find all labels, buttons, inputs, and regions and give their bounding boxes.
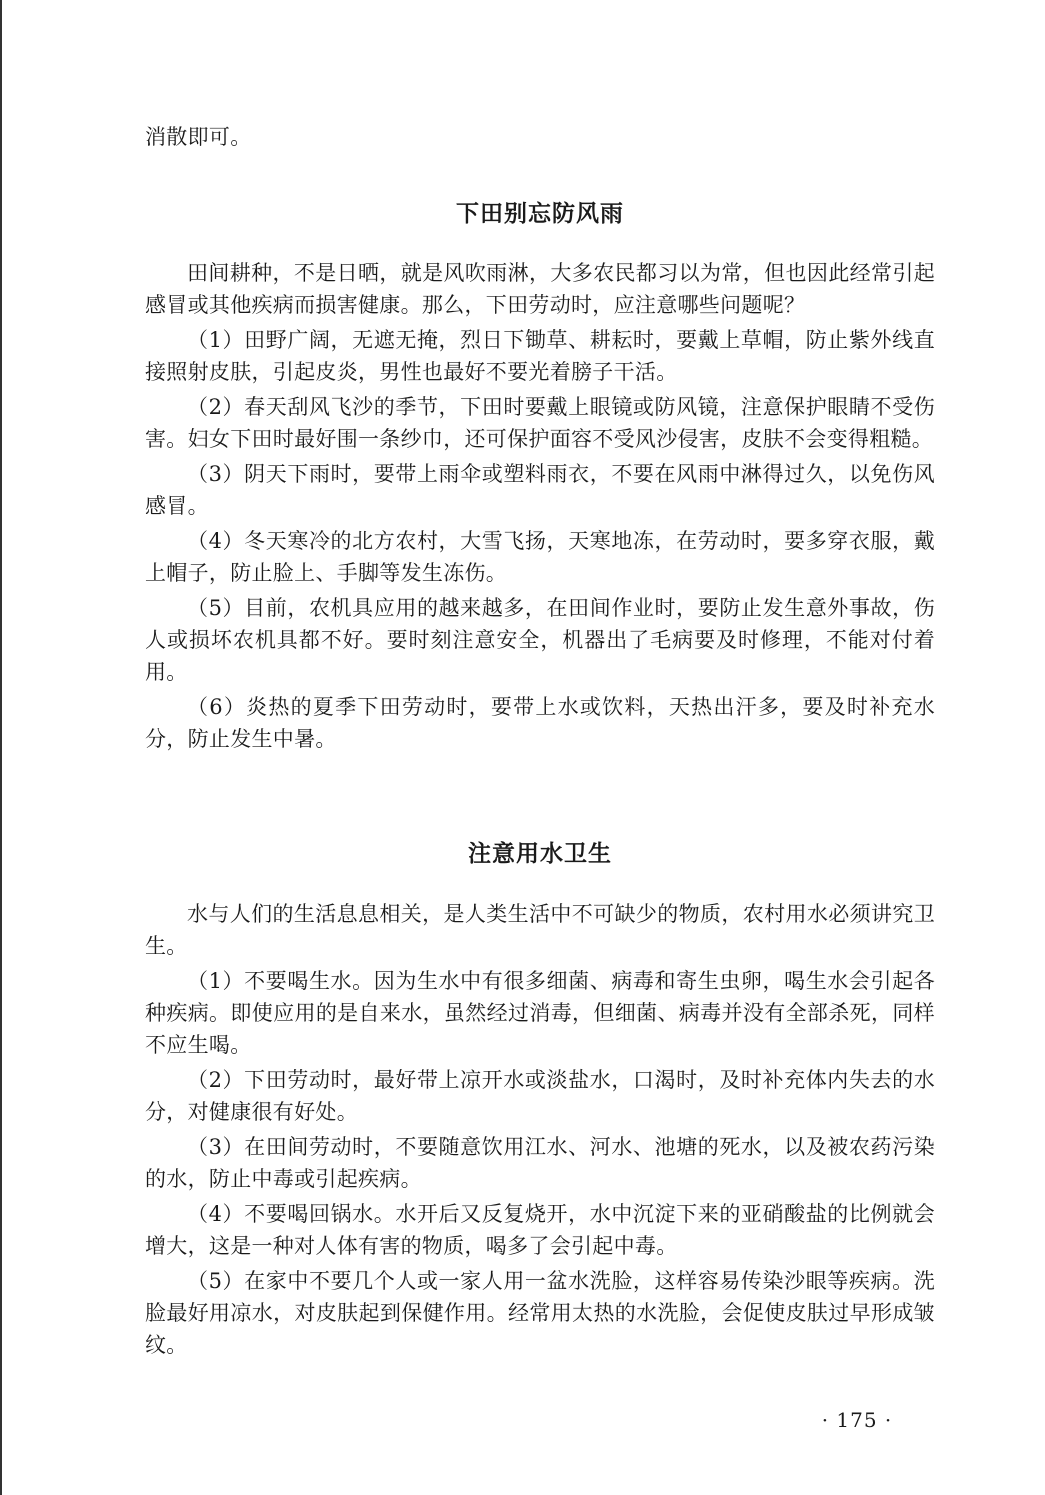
- paragraph: （2）下田劳动时，最好带上凉开水或淡盐水，口渴时，及时补充体内失去的水分，对健康很有好处。: [145, 1068, 935, 1124]
- page-edge-line: [0, 0, 2, 1495]
- paragraph: （6）炎热的夏季下田劳动时，要带上水或饮料，天热出汗多，要及时补充水分，防止发生中暑。: [145, 695, 935, 751]
- paragraph: （2）春天刮风飞沙的季节，下田时要戴上眼镜或防风镜，注意保护眼睛不受伤害。妇女下田时最好围一条纱巾，还可保护面容不受风沙侵害，皮肤不会变得粗糙。: [145, 395, 935, 451]
- section-body-wind-rain: [145, 257, 935, 758]
- page-number: · 175 ·: [821, 1408, 893, 1432]
- paragraph: （3）阴天下雨时，要带上雨伞或塑料雨衣，不要在风雨中淋得过久，以免伤风感冒。: [145, 462, 935, 518]
- paragraph: （4）不要喝回锅水。水开后又反复烧开，水中沉淀下来的亚硝酸盐的比例就会增大，这是一种对人体有害的物质，喝多了会引起中毒。: [145, 1202, 935, 1258]
- paragraph: （3）在田间劳动时，不要随意饮用江水、河水、池塘的死水，以及被农药污染的水，防止中毒或引起疾病。: [145, 1135, 935, 1191]
- paragraph: （4）冬天寒冷的北方农村，大雪飞扬，天寒地冻，在劳动时，要多穿衣服，戴上帽子，防止脸上、手脚等发生冻伤。: [145, 529, 935, 585]
- paragraph: （1）不要喝生水。因为生水中有很多细菌、病毒和寄生虫卵，喝生水会引起各种疾病。即使应用的是自来水，虽然经过消毒，但细菌、病毒并没有全部杀死，同样不应生喝。: [145, 969, 935, 1057]
- intro-paragraph: 消散即可。: [145, 125, 252, 149]
- intro-block: [145, 121, 935, 156]
- paragraph: 田间耕种，不是日晒，就是风吹雨淋，大多农民都习以为常，但也因此经常引起感冒或其他疾病而损害健康。那么，下田劳动时，应注意哪些问题呢？: [145, 261, 935, 317]
- paragraph: （1）田野广阔，无遮无掩，烈日下锄草、耕耘时，要戴上草帽，防止紫外线直接照射皮肤，引起皮炎，男性也最好不要光着膀子干活。: [145, 328, 935, 384]
- section-body-water-hygiene: [145, 898, 935, 1364]
- paragraph: （5）在家中不要几个人或一家人用一盆水洗脸，这样容易传染沙眼等疾病。洗脸最好用凉水，对皮肤起到保健作用。经常用太热的水洗脸，会促使皮肤过早形成皱纹。: [145, 1269, 935, 1357]
- section-title-wind-rain: 下田别忘防风雨: [456, 201, 624, 227]
- section-title-water-hygiene: 注意用水卫生: [468, 841, 612, 867]
- paragraph: 水与人们的生活息息相关，是人类生活中不可缺少的物质，农村用水必须讲究卫生。: [145, 902, 935, 958]
- paragraph: （5）目前，农机具应用的越来越多，在田间作业时，要防止发生意外事故，伤人或损坏农机具都不好。要时刻注意安全，机器出了毛病要及时修理，不能对付着用。: [145, 596, 935, 684]
